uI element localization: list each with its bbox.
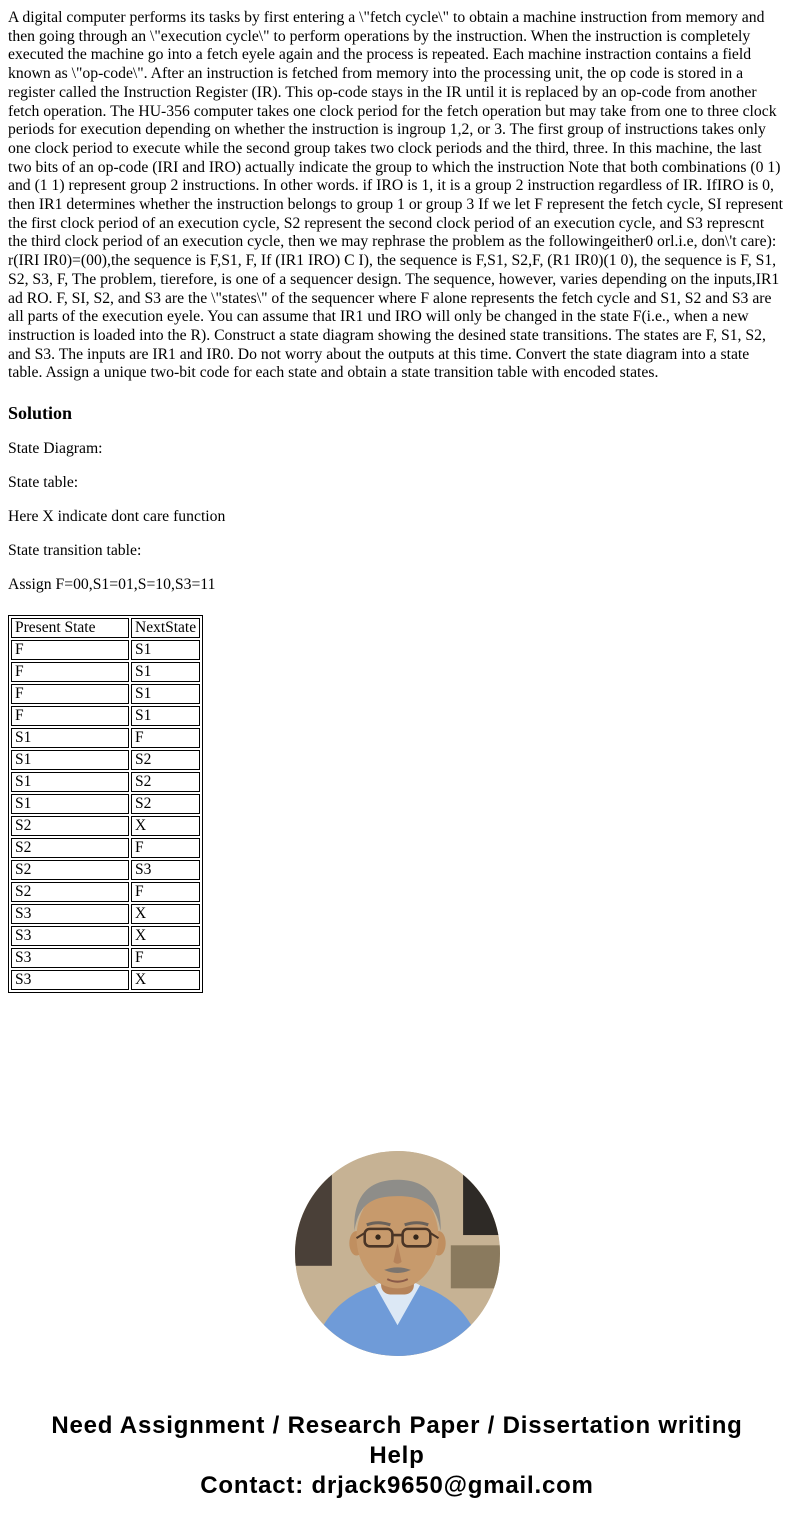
- next-state-cell: X: [131, 816, 200, 836]
- table-row: [11, 640, 200, 660]
- footer-banner: [25, 1411, 769, 1501]
- next-state-cell: S2: [131, 794, 200, 814]
- column-header-next-state: NextState: [131, 618, 200, 638]
- solution-lines: [8, 439, 786, 594]
- solution-line: Here X indicate dont care function: [8, 508, 226, 526]
- next-state-cell: X: [131, 904, 200, 924]
- present-state-cell: S3: [11, 904, 129, 924]
- column-header-present-state: Present State: [11, 618, 129, 638]
- present-state-cell: S1: [11, 772, 129, 792]
- footer-help-text: Need Assignment / Research Paper / Dissertation writing Help: [51, 1412, 743, 1470]
- table-row: [11, 970, 200, 990]
- present-state-cell: S1: [11, 728, 129, 748]
- next-state-cell: S1: [131, 662, 200, 682]
- solution-line: State Diagram:: [8, 440, 103, 458]
- table-row: [11, 750, 200, 770]
- present-state-cell: S2: [11, 860, 129, 880]
- present-state-cell: S2: [11, 816, 129, 836]
- next-state-cell: S1: [131, 684, 200, 704]
- solution-line: Assign F=00,S1=01,S=10,S3=11: [8, 576, 216, 594]
- present-state-cell: S1: [11, 794, 129, 814]
- present-state-cell: F: [11, 684, 129, 704]
- state-transition-table: [8, 615, 203, 993]
- table-row: [11, 816, 200, 836]
- table-row: [11, 948, 200, 968]
- present-state-cell: S3: [11, 926, 129, 946]
- table-row: [11, 882, 200, 902]
- next-state-cell: F: [131, 728, 200, 748]
- avatar-section: [8, 1151, 786, 1361]
- table-row: [11, 772, 200, 792]
- present-state-cell: S2: [11, 882, 129, 902]
- state-table-body: [11, 640, 200, 990]
- present-state-cell: S2: [11, 838, 129, 858]
- next-state-cell: S1: [131, 706, 200, 726]
- present-state-cell: F: [11, 640, 129, 660]
- next-state-cell: S2: [131, 750, 200, 770]
- tutor-photo-illustration: [295, 1151, 500, 1356]
- table-row: [11, 706, 200, 726]
- next-state-cell: S1: [131, 640, 200, 660]
- present-state-cell: S3: [11, 970, 129, 990]
- present-state-cell: F: [11, 662, 129, 682]
- next-state-cell: X: [131, 970, 200, 990]
- table-row: [11, 794, 200, 814]
- footer-contact-text: Contact: drjack9650@gmail.com: [200, 1472, 594, 1500]
- table-row: [11, 926, 200, 946]
- table-row: [11, 662, 200, 682]
- next-state-cell: S2: [131, 772, 200, 792]
- table-row: [11, 904, 200, 924]
- present-state-cell: F: [11, 706, 129, 726]
- solution-line: State transition table:: [8, 542, 142, 560]
- present-state-cell: S3: [11, 948, 129, 968]
- next-state-cell: F: [131, 948, 200, 968]
- next-state-cell: X: [131, 926, 200, 946]
- solution-heading: Solution: [8, 403, 73, 424]
- next-state-cell: F: [131, 882, 200, 902]
- problem-text: A digital computer performs its tasks by first entering a \"fetch cycle\" to obtain a machine instruction from memory and then going through an \"execution cycle\" to perform operations by the instruction. When the instruction is completely executed the machine go into a fetch eyele again and the process is repeated. Each machine instraction contains a field known as \"op-code\". After an instruction is fetched from memory into the processing unit, the op code is stored in a register called the Instruction Register (IR). This op-code stays in the IR until it is replaced by an op-code from another fetch operation. The HU-356 computer takes one clock period for the fetch operation but may take from one to three clock periods for execution depending on whether the instruction is ingroup 1,2, or 3. The first group of instructions takes only one clock period to execute while the second group takes two clock periods and the third, three. In this machine, the last two bits of an op-code (IRI and IRO) actually indicate the group to which the instruction Note that both combinations (0 1) and (1 1) represent group 2 instructions. In other words. if IRO is 1, it is a group 2 instruction regardless of IR. IfIRO is 0, then IR1 determines whether the instruction belongs to group 1 or group 3 If we let F represent the fetch cycle, SI represent the first clock period of an execution cycle, S2 represent the second clock period of an execution cycle, and S3 represcnt the third clock period of an execution cycle, then we may rephrase the problem as the followingeither0 orl.i.e, don\'t care): r(IRI IR0)=(00),the sequence is F,S1, F, If (IR1 IRO) C I), the sequence is F,S1, S2,F, (R1 IR0)(1 0), the sequence is F, S1, S2, S3, F, The problem, tierefore, is one of a sequencer design. The sequence, however, varies depending on the inputs,IR1 ad RO. F, SI, S2, and S3 are the \"states\" of the sequencer where F alone represents the fetch cycle and S1, S2 and S3 are all parts of the execution eyele. You can assume that IR1 und IRO will only be changed in the state F(i.e., when a new instruction is loaded into the R). Construct a state diagram showing the desined state transitions. The states are F, S1, S2, and S3. The inputs are IR1 and IR0. Do not worry about the outputs at this time. Convert the state diagram into a state table. Assign a unique two-bit code for each state and obtain a state transition table with encoded states.: [8, 9, 783, 382]
- next-state-cell: S3: [131, 860, 200, 880]
- next-state-cell: F: [131, 838, 200, 858]
- table-header-row: [11, 618, 200, 638]
- table-row: [11, 728, 200, 748]
- solution-line: State table:: [8, 474, 79, 492]
- present-state-cell: S1: [11, 750, 129, 770]
- table-row: [11, 684, 200, 704]
- table-row: [11, 860, 200, 880]
- avatar: [295, 1151, 500, 1356]
- table-row: [11, 838, 200, 858]
- state-table-header: [11, 618, 200, 638]
